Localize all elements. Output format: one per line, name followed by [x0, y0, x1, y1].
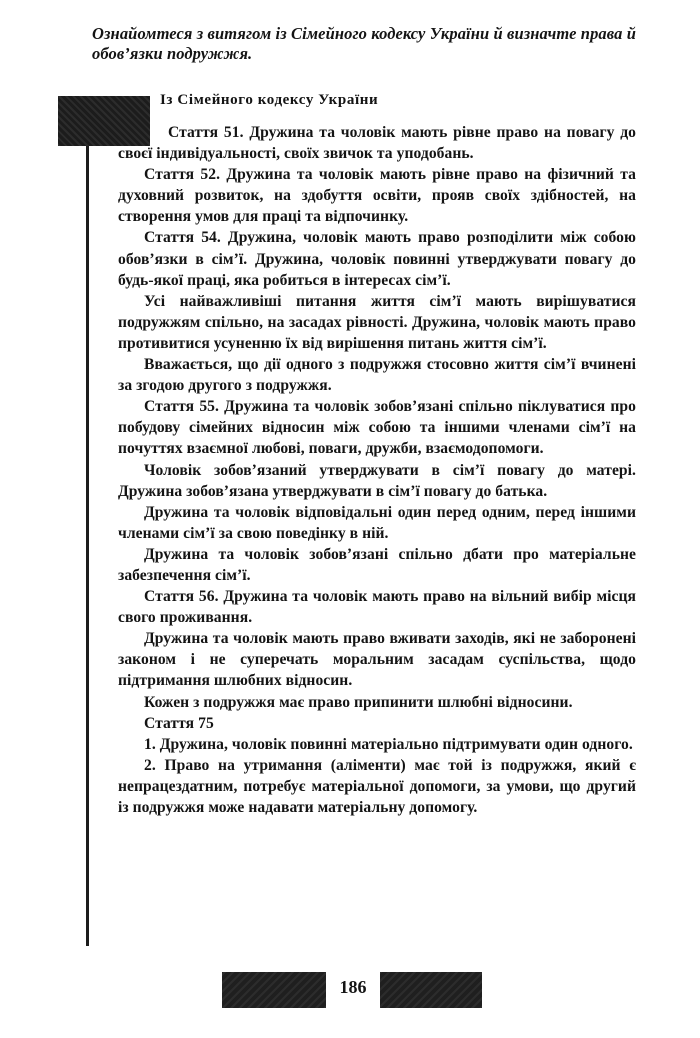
paragraph	[118, 692, 636, 713]
paragraph-text: Дружина та чоловік зобов’язані спільно піклуватися про побудову сімейних відносин між собою та іншими членами сім’ї на почуттях взаємної любові, поваги, дружби, взаємодопомоги.	[118, 398, 636, 458]
paragraph	[118, 502, 636, 544]
article-label: Стаття 51.	[168, 124, 244, 141]
article-label: Стаття 52.	[144, 166, 221, 184]
paragraph-text: 1. Дружина, чоловік повинні матеріально підтримувати один одного.	[144, 735, 633, 753]
paragraph	[118, 734, 636, 755]
article-label: Стаття 75	[144, 714, 214, 732]
paragraph-text: Дружина та чоловік мають право на вільний вибір місця свого проживання.	[118, 588, 636, 627]
paragraph-text: Дружина та чоловік мають рівне право на повагу до своєї індивідуальності, своїх звичок та уподобань.	[118, 124, 637, 163]
code-excerpt	[118, 122, 636, 818]
paragraph-text: Дружина та чоловік відповідальні один перед одним, перед іншими членами сім’ї за свою поведінку в ній.	[118, 503, 636, 542]
paragraph-text: Дружина, чоловік мають право розподілити між собою обов’язки в сім’ї. Дружина, чоловік повинні утверджувати повагу до будь-якої праці, яка робиться в інтересах сім’ї.	[118, 229, 636, 289]
paragraph	[118, 755, 636, 818]
paragraph-text: Дружина та чоловік мають рівне право на фізичний та духовний розвиток, на здобуття освіти, прояв своїх здібностей, на створення умов для праці та відпочинку.	[118, 166, 636, 226]
paragraph-art-51	[118, 122, 636, 164]
paragraph-art-55	[118, 396, 636, 459]
paragraph-text: Вважається, що дії одного з подружжя стосовно життя сім’ї вчинені за згодою другого з подружжя.	[118, 356, 636, 395]
paragraph	[118, 354, 636, 396]
paragraph	[118, 291, 636, 354]
paragraph-art-75-heading	[118, 713, 636, 734]
paragraph-text: Кожен з подружжя має право припинити шлюбні відносини.	[144, 693, 573, 711]
paragraph-text: Дружина та чоловік зобов’язані спільно дбати про матеріальне забезпечення сім’ї.	[118, 545, 636, 584]
paragraph-text: Усі найважливіші питання життя сім’ї мають вирішуватися подружжям спільно, на засадах рівності. Дружина, чоловік мають право противитися усуненню їх від вирішення питань життя сім’ї.	[118, 292, 636, 352]
paragraph-text: Дружина та чоловік мають право вживати заходів, які не заборонені законом і не суперечать моральним засадам суспільства, щодо підтримання шлюбних відносин.	[118, 630, 636, 690]
paragraph	[118, 628, 636, 691]
task-instruction: Ознайомтеся з витягом із Сімейного кодексу України й визначте права й обов’язки подружжя.	[92, 24, 636, 63]
article-label: Стаття 55.	[144, 398, 219, 416]
source-title: Із Сімейного кодексу України	[160, 92, 379, 108]
paragraph-art-56	[118, 586, 636, 628]
paragraph	[118, 544, 636, 586]
page-number: 186	[339, 977, 367, 997]
paragraph-text: Чоловік зобов’язаний утверджувати в сім’ї повагу до матері. Дружина зобов’язана утверджувати в сім’ї повагу до батька.	[118, 461, 636, 500]
paragraph-text: 2. Право на утримання (аліменти) має той із подружжя, який є непрацездатним, потребує матеріальної допомоги, за умови, що другий із подружжя може надавати матеріальну допомогу.	[118, 756, 636, 816]
article-label: Стаття 56.	[144, 588, 219, 606]
paragraph-art-54	[118, 227, 636, 290]
side-rule	[86, 146, 89, 946]
paragraph-art-52	[118, 164, 636, 227]
article-label: Стаття 54.	[144, 229, 221, 247]
footer-bar-right	[380, 972, 482, 1008]
footer-bar-left	[222, 972, 326, 1008]
paragraph	[118, 460, 636, 502]
